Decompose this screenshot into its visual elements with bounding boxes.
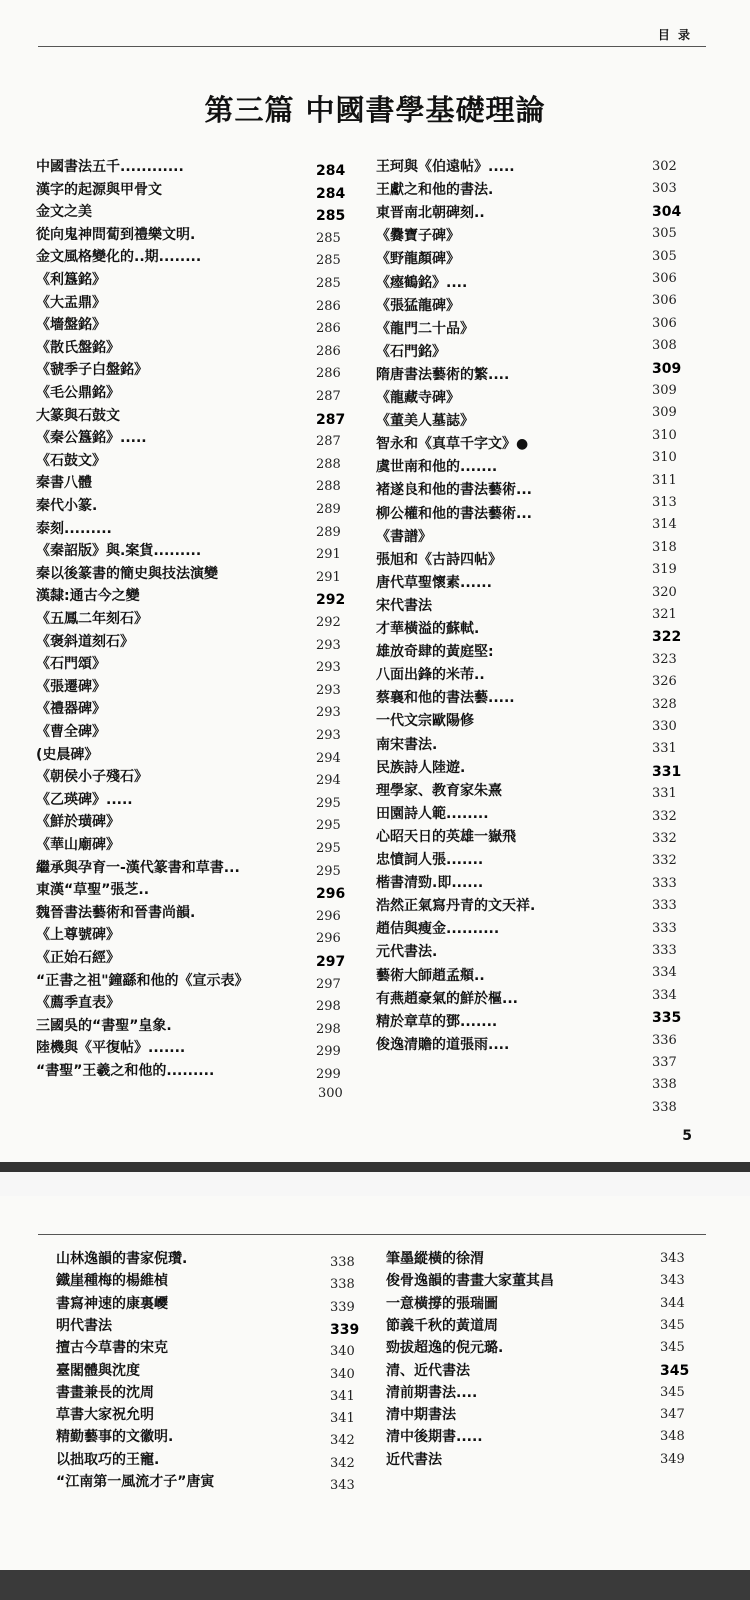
- toc-entry-title: 《五鳳二年刻石》: [36, 611, 148, 627]
- toc-entry-page: 286: [316, 366, 341, 382]
- toc-entry-page: 310: [652, 427, 677, 443]
- toc-entry-page: 304: [652, 203, 682, 220]
- toc-entry-page: 296: [316, 886, 346, 903]
- toc-entry-title: 《利簋銘》: [36, 272, 106, 288]
- toc-entry-page: 326: [652, 674, 677, 690]
- toc-entry-title: 《石門頌》: [36, 656, 106, 673]
- toc-entry-page: 323: [652, 651, 677, 667]
- toc-entry-title: 虞世南和他的.......: [376, 459, 498, 476]
- toc-entry-page: 294: [316, 773, 341, 789]
- toc-entry-page: 330: [652, 719, 677, 734]
- header-rule-2: [38, 1234, 706, 1235]
- toc-entry-title: 趙佶與瘦金..........: [376, 921, 500, 938]
- toc-entry-page: 293: [316, 728, 341, 743]
- toc-entry-page: 310: [652, 450, 677, 466]
- toc-entry-page: 309: [652, 383, 677, 398]
- toc-entry-page: 291: [316, 547, 341, 563]
- toc-entry-title: 近代書法: [386, 1451, 442, 1468]
- toc-entry-title: 書寫神速的康裏巎: [56, 1295, 168, 1312]
- toc-entry-title: “正書之祖"鐘繇和他的《宣示表》: [36, 972, 249, 989]
- toc-entry-title: 《秦公簋銘》.....: [36, 430, 147, 447]
- toc-entry-page: 302: [652, 159, 677, 174]
- toc-entry-title: 《朝侯小子殘石》: [36, 769, 148, 786]
- toc-entry-title: 民族詩人陸遊.: [376, 759, 466, 776]
- toc-entry-title: 俊骨逸韻的書畫大家董其昌: [386, 1273, 554, 1290]
- toc-entry-title: 俊逸清贍的道張雨....: [376, 1036, 510, 1053]
- toc-entry-title: 清中後期書.....: [386, 1429, 483, 1446]
- toc-entry-title: 理學家、教育家朱熹: [376, 782, 502, 799]
- toc-entry-page: 336: [652, 1032, 677, 1048]
- toc-entry-title: 秦以後篆書的簡史與技法演變: [36, 565, 218, 582]
- toc-entry-title: 清中期書法: [386, 1407, 456, 1424]
- toc-entry-page: 333: [652, 943, 677, 958]
- toc-entry-title: 《董美人墓誌》: [376, 413, 474, 430]
- toc-entry-page: 299: [316, 1044, 341, 1060]
- toc-entry-page: 343: [660, 1251, 685, 1266]
- toc-entry-page: 293: [316, 637, 341, 653]
- toc-entry-page: 299: [316, 1067, 341, 1082]
- bottom-bar: [0, 1570, 750, 1600]
- toc-entry-page: 338: [330, 1255, 355, 1270]
- toc-entry-page: 341: [330, 1411, 355, 1427]
- toc-entry-title: 《爨寶子碑》: [376, 228, 460, 245]
- toc-entry-title: 八面出鋒的米芾..: [376, 667, 485, 684]
- toc-entry-page: 340: [330, 1344, 355, 1360]
- toc-entry-page: 292: [316, 592, 346, 609]
- toc-entry-title: 心昭天日的英雄一嶽飛: [376, 828, 516, 845]
- toc-entry-title: 大篆與石鼓文: [36, 407, 120, 424]
- toc-entry-title: 雄放奇肆的黃庭堅:: [376, 644, 494, 661]
- toc-entry-title: 筆墨縱橫的徐渭: [386, 1251, 484, 1267]
- toc-entry-title: 南宋書法.: [376, 736, 438, 753]
- toc-entry-title: 《曹全碑》: [36, 724, 106, 740]
- toc-entry-title: 書畫兼長的沈周: [56, 1384, 154, 1401]
- toc-entry-title: 《禮器碑》: [36, 701, 106, 718]
- toc-entry-title: 一代文宗歐陽修: [376, 713, 474, 730]
- toc-entry-page: 331: [652, 786, 677, 802]
- toc-entry-title: 精勤藝事的文徽明.: [56, 1429, 174, 1446]
- toc-entry-page: 328: [652, 696, 677, 712]
- toc-entry-title: 《野龍顏碑》: [376, 251, 460, 268]
- toc-entry-page: 332: [652, 808, 677, 824]
- header-label: 目 录: [657, 28, 692, 42]
- toc-entry-page: 284: [316, 163, 346, 179]
- toc-entry-page: 343: [660, 1273, 685, 1289]
- toc-entry-page: 342: [330, 1433, 355, 1449]
- toc-entry-page: 313: [652, 495, 677, 510]
- toc-entry-title: 王珂與《伯遠帖》.....: [376, 159, 515, 175]
- toc-entry-page: 348: [660, 1429, 685, 1445]
- toc-entry-page: 331: [652, 741, 677, 757]
- toc-entry-title: 魏晉書法藝術和晉書尚韻.: [36, 904, 196, 921]
- toc-entry-title: 草書大家祝允明: [56, 1407, 154, 1424]
- toc-entry-page: 295: [316, 795, 341, 811]
- toc-entry-title: 《褒斜道刻石》: [36, 633, 134, 650]
- toc-entry-title: 元代書法.: [376, 944, 438, 961]
- toc-entry-page: 337: [652, 1055, 677, 1070]
- toc-entry-page: 308: [652, 338, 677, 354]
- toc-entry-title: “江南第一風流才子”唐寅: [56, 1474, 215, 1490]
- toc-entry-page: 305: [652, 226, 677, 242]
- toc-entry-title: 擅古今草書的宋克: [56, 1340, 168, 1357]
- toc-entry-page: 292: [316, 615, 341, 630]
- toc-entry-title: 《石門銘》: [376, 343, 446, 360]
- toc-entry-page: 285: [316, 208, 346, 225]
- toc-entry-title: 清、近代書法: [386, 1362, 470, 1379]
- toc-entry-title: 明代書法: [56, 1317, 112, 1334]
- header-rule: [38, 46, 706, 47]
- toc-entry-title: 節義千秋的黃道周: [386, 1317, 498, 1334]
- toc-entry-title: 三國吳的“書聖”皇象.: [36, 1017, 172, 1034]
- toc-entry-title: 唐代草聖懷素......: [376, 574, 492, 591]
- toc-entry-page: 339: [330, 1321, 360, 1338]
- toc-entry-page: 335: [652, 1010, 682, 1027]
- toc-entry-title: 山林逸韻的書家倪瓚.: [56, 1251, 188, 1267]
- toc-entry-page: 293: [316, 705, 341, 721]
- toc-entry-title: 金文之美: [36, 204, 92, 221]
- toc-entry-page: 332: [652, 831, 677, 846]
- toc-entry-page: 287: [316, 434, 341, 450]
- toc-entry-page: 333: [652, 875, 677, 891]
- toc-entry-title: 有燕趙豪氣的鮮於樞...: [376, 990, 518, 1007]
- toc-entry-title: 東漢“草聖”張芝..: [36, 882, 150, 899]
- toc-entry-page: 306: [652, 271, 677, 286]
- toc-entry-page: 322: [652, 629, 682, 646]
- toc-entry-page: 345: [660, 1384, 685, 1400]
- toc-entry-title: 智永和《真草千字文》●: [376, 436, 529, 453]
- toc-entry-title: 《毛公鼎銘》: [36, 385, 120, 401]
- toc-entry-title: 《張遷碑》: [36, 678, 106, 695]
- toc-entry-page: 331: [652, 763, 682, 780]
- toc-entry-page: 344: [660, 1295, 685, 1311]
- toc-entry-page: 332: [652, 853, 677, 869]
- toc-entry-page: 294: [316, 750, 341, 766]
- toc-entry-title: 以拙取巧的王寵.: [56, 1451, 160, 1468]
- toc-entry-page: 285: [316, 230, 341, 246]
- toc-entry-title: 《墻盤銘》: [36, 317, 106, 334]
- toc-entry-title: 宋代書法: [376, 597, 432, 614]
- toc-entry-title: 秦代小篆.: [36, 498, 98, 514]
- toc-entry-title: 鐵崖種梅的楊維楨: [56, 1273, 168, 1290]
- toc-entry-title: 《華山廟碑》: [36, 837, 120, 853]
- toc-entry-title: 浩然正氣寫丹青的文天祥.: [376, 898, 536, 915]
- toc-entry-title: 《龍藏寺碑》: [376, 390, 460, 406]
- toc-entry-page: 318: [652, 539, 677, 555]
- toc-entry-title: 中國書法五千............: [36, 159, 184, 175]
- toc-entry-title: 《鮮於璜碑》: [36, 814, 120, 831]
- toc-entry-title: 《上尊號碑》: [36, 927, 120, 944]
- toc-entry-title: 陸機與《平復帖》.......: [36, 1040, 186, 1057]
- toc-entry-page: 295: [316, 818, 341, 834]
- toc-entry-page: 333: [652, 898, 677, 914]
- toc-entry-page: 296: [316, 931, 341, 947]
- toc-entry-page: 309: [652, 360, 682, 377]
- toc-entry-page: 321: [652, 607, 677, 622]
- toc-entry-page: 296: [316, 908, 341, 924]
- toc-entry-page: 289: [316, 524, 341, 540]
- toc-entry-page: 345: [660, 1362, 690, 1379]
- toc-entry-title: 楷書清勁.即......: [376, 875, 484, 892]
- toc-entry-page: 309: [652, 405, 677, 421]
- toc-entry-page: 347: [660, 1407, 685, 1423]
- toc-entry-title: 泰刻.........: [36, 520, 112, 537]
- toc-entry-page: 343: [330, 1478, 355, 1493]
- toc-entry-page: 285: [316, 276, 341, 291]
- toc-entry-title: 《虢季子白盤銘》: [36, 362, 148, 379]
- toc-entry-title: 王獻之和他的書法.: [376, 182, 494, 199]
- toc-entry-title: 金文風格變化的..期........: [36, 249, 202, 266]
- toc-entry-page: 300: [318, 1085, 343, 1101]
- toc-entry-page: 295: [316, 841, 341, 856]
- toc-entry-title: 臺閣體與沈度: [56, 1362, 140, 1379]
- toc-entry-page: 288: [316, 479, 341, 495]
- toc-entry-title: 褚遂良和他的書法藝術...: [376, 482, 532, 499]
- toc-entry-title: 《薦季直表》: [36, 995, 120, 1012]
- toc-entry-page: 338: [652, 1077, 677, 1093]
- toc-entry-title: 《張猛龍碑》: [376, 297, 460, 314]
- toc-entry-page: 298: [316, 999, 341, 1015]
- toc-entry-page: 314: [652, 517, 677, 533]
- toc-entry-page: 338: [330, 1277, 355, 1293]
- toc-entry-page: 342: [330, 1455, 355, 1471]
- toc-entry-title: 《乙瑛碑》.....: [36, 791, 133, 808]
- toc-entry-title: 田園詩人範........: [376, 805, 489, 822]
- toc-entry-title: 《大盂鼎》: [36, 294, 106, 311]
- toc-entry-page: 298: [316, 1021, 341, 1037]
- toc-entry-page: 286: [316, 321, 341, 337]
- toc-entry-page: 286: [316, 343, 341, 359]
- toc-entry-title: 《石鼓文》: [36, 452, 106, 469]
- toc-entry-title: 清前期書法....: [386, 1384, 478, 1401]
- toc-entry-title: 《正始石經》: [36, 950, 120, 966]
- toc-entry-title: (史晨碑》: [36, 746, 99, 763]
- toc-entry-title: 《散氏盤銘》: [36, 339, 120, 356]
- toc-entry-page: 345: [660, 1317, 685, 1333]
- toc-entry-title: 《秦詔版》與.案貨.........: [36, 543, 202, 560]
- toc-entry-page: 289: [316, 502, 341, 517]
- toc-entry-title: 藝術大師趙孟頫..: [376, 967, 485, 984]
- toc-entry-page: 303: [652, 181, 677, 197]
- toc-entry-page: 334: [652, 965, 677, 981]
- toc-entry-page: 284: [316, 185, 346, 202]
- toc-entry-title: 繼承與孕育一-漢代篆書和草書...: [36, 859, 240, 876]
- toc-entry-title: 東晋南北朝碑刻..: [376, 205, 485, 222]
- toc-entry-page: 295: [316, 863, 341, 879]
- toc-entry-title: 一意橫撐的張瑞圖: [386, 1295, 498, 1312]
- toc-entry-page: 305: [652, 248, 677, 264]
- toc-entry-page: 338: [652, 1099, 677, 1115]
- toc-entry-page: 297: [316, 976, 341, 992]
- toc-entry-page: 320: [652, 584, 677, 600]
- toc-entry-title: 秦書八體: [36, 475, 92, 492]
- page-separator: [0, 1162, 750, 1196]
- toc-entry-title: 才華橫溢的蘇軾.: [376, 621, 480, 637]
- toc-entry-page: 341: [330, 1388, 355, 1404]
- toc-entry-page: 293: [316, 660, 341, 676]
- toc-entry-title: 勁拔超逸的倪元璐.: [386, 1340, 504, 1357]
- toc-entry-page: 287: [316, 411, 346, 428]
- toc-entry-page: 293: [316, 682, 341, 698]
- toc-entry-title: 柳公權和他的書法藝術...: [376, 505, 532, 522]
- toc-entry-page: 339: [330, 1299, 355, 1315]
- toc-entry-page: 319: [652, 562, 677, 578]
- toc-entry-title: 《龍門二十品》: [376, 320, 474, 337]
- toc-entry-title: 《瘞鶴銘》....: [376, 274, 468, 291]
- toc-entry-title: 從向鬼神問蔔到禮樂文明.: [36, 226, 196, 243]
- toc-entry-title: 漢隸:通古今之變: [36, 588, 140, 605]
- toc-entry-title: 精於章草的鄧.......: [376, 1013, 498, 1030]
- toc-entry-page: 287: [316, 389, 341, 404]
- toc-entry-page: 340: [330, 1366, 355, 1382]
- toc-entry-page: 311: [652, 472, 677, 488]
- toc-entry-title: 《書譜》: [376, 528, 432, 545]
- toc-page-6: [0, 1196, 750, 1570]
- toc-entry-page: 349: [660, 1451, 685, 1467]
- toc-entry-title: 張旭和《古詩四帖》: [376, 551, 502, 568]
- toc-entry-page: 285: [316, 253, 341, 269]
- toc-entry-title: “書聖”王羲之和他的.........: [36, 1063, 215, 1079]
- toc-entry-title: 漢字的起源與甲骨文: [36, 181, 162, 198]
- toc-entry-page: 345: [660, 1340, 685, 1356]
- toc-entry-page: 288: [316, 456, 341, 472]
- toc-entry-page: 306: [652, 315, 677, 331]
- toc-entry-title: 忠憤詞人張.......: [376, 852, 484, 868]
- toc-entry-page: 334: [652, 987, 677, 1003]
- toc-entry-page: 333: [652, 920, 677, 936]
- toc-entry-page: 297: [316, 954, 346, 970]
- toc-entry-title: 隋唐書法藝術的繁....: [376, 366, 510, 383]
- toc-entry-page: 291: [316, 569, 341, 585]
- page-title: 第三篇 中國書學基礎理論: [204, 93, 546, 127]
- toc-entry-title: 蔡襄和他的書法藝.....: [376, 690, 515, 707]
- toc-entry-page: 286: [316, 298, 341, 314]
- page-number: 5: [682, 1128, 692, 1144]
- toc-entry-page: 306: [652, 293, 677, 309]
